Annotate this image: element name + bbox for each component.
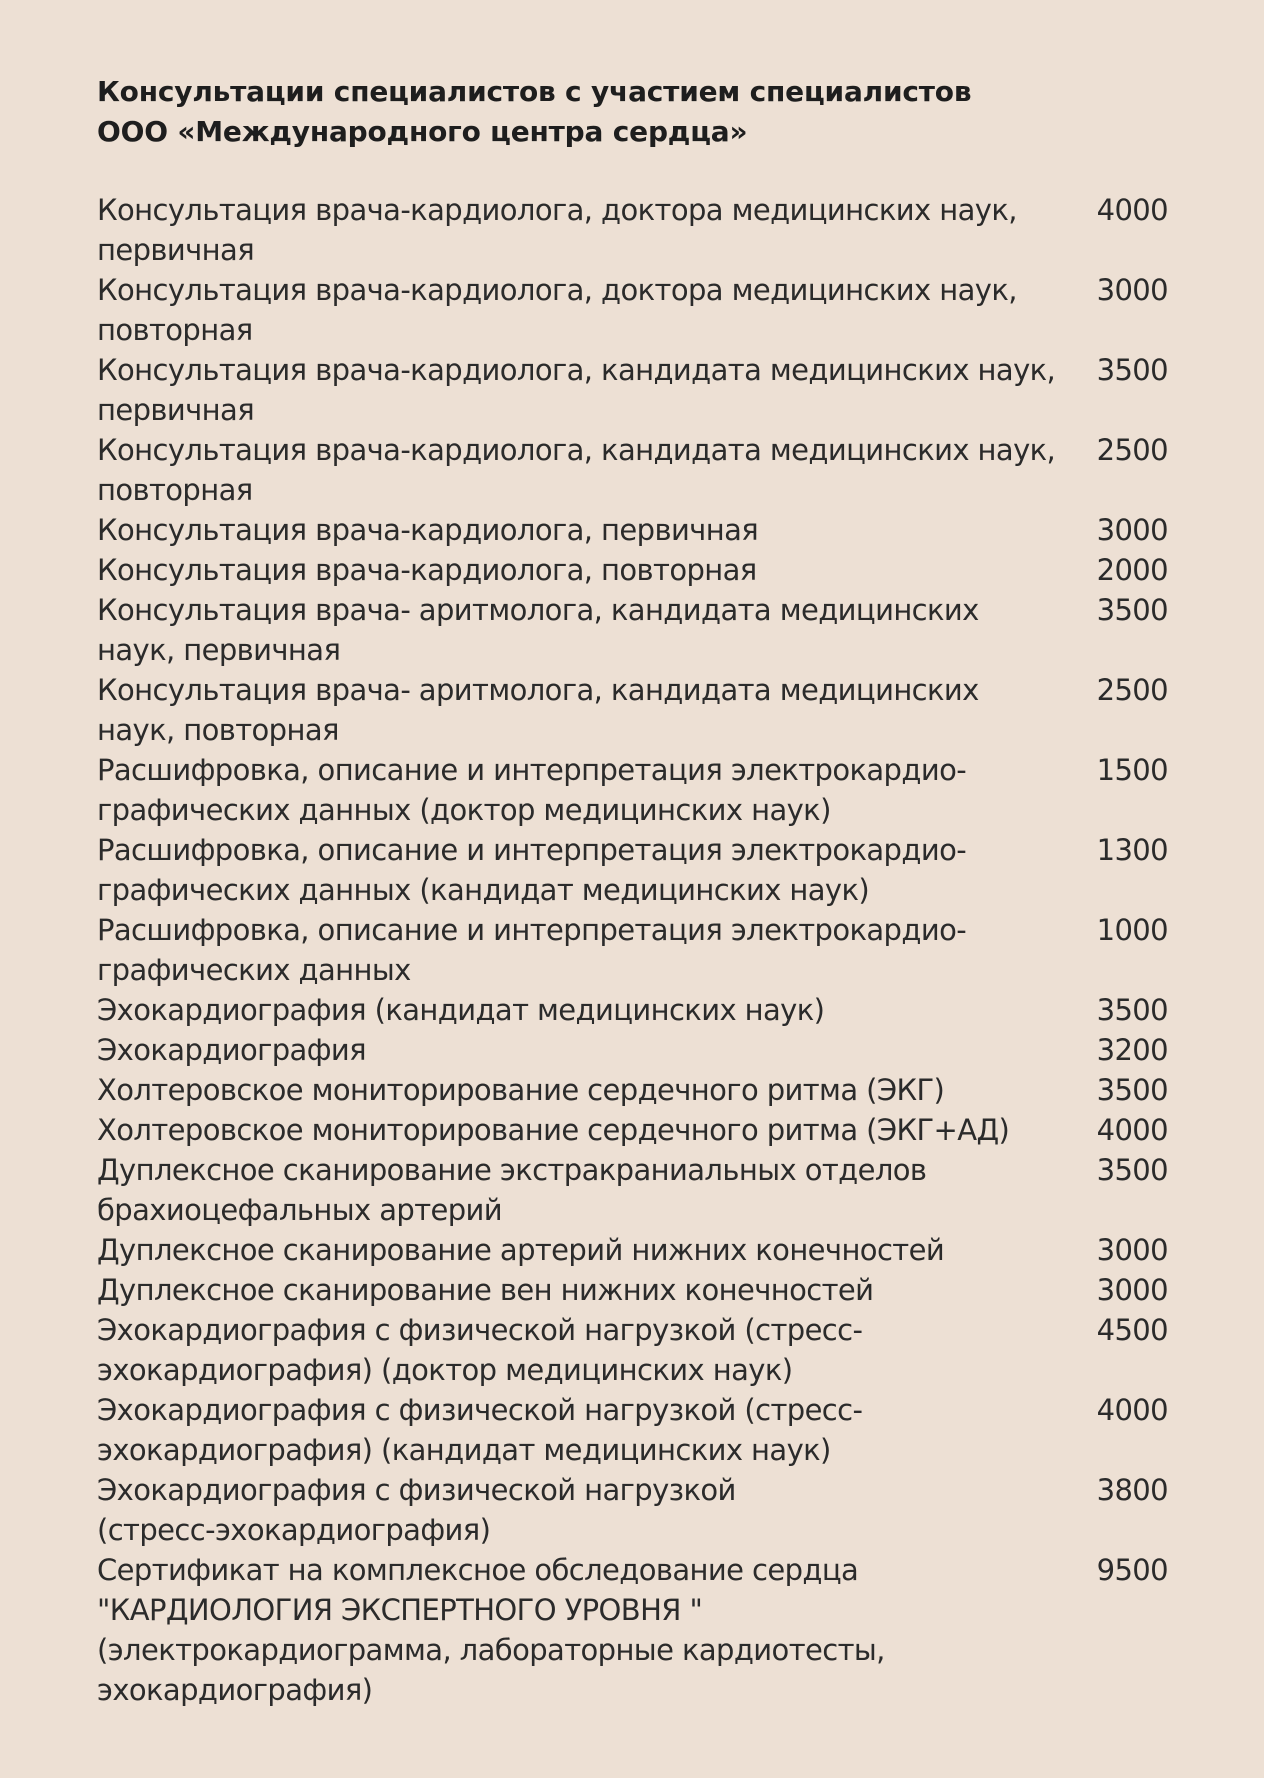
price-row xyxy=(97,1070,1168,1110)
service-name: Эхокардиография с физической нагрузкой (стресс- эхокардиография) (доктор медицинских наук) xyxy=(97,1313,863,1387)
price-row xyxy=(97,590,1168,670)
service-price: 2500 xyxy=(1096,433,1168,467)
service-price: 1300 xyxy=(1096,833,1168,867)
price-row xyxy=(97,190,1168,270)
service-price: 4500 xyxy=(1096,1313,1168,1347)
service-name: Консультация врача-кардиолога, доктора медицинских наук, повторная xyxy=(97,273,1017,347)
service-name: Холтеровское мониторирование сердечного ритма (ЭКГ+АД) xyxy=(97,1113,1010,1147)
service-price: 1000 xyxy=(1096,913,1168,947)
price-row xyxy=(97,830,1168,910)
price-row xyxy=(97,1270,1168,1310)
service-price: 4000 xyxy=(1096,1393,1168,1427)
service-name: Консультация врача-кардиолога, повторная xyxy=(97,553,757,587)
price-row xyxy=(97,510,1168,550)
service-name: Эхокардиография (кандидат медицинских наук) xyxy=(97,993,825,1027)
service-price: 3800 xyxy=(1096,1473,1168,1507)
service-name: Консультация врача-кардиолога, кандидата медицинских наук, первичная xyxy=(97,353,1056,427)
service-name: Консультация врача-кардиолога, первичная xyxy=(97,513,759,547)
service-name: Эхокардиография с физической нагрузкой (стресс- эхокардиография) (кандидат медицинских наук) xyxy=(97,1393,863,1467)
service-name: Эхокардиография xyxy=(97,1033,366,1067)
price-row xyxy=(97,1110,1168,1150)
price-row xyxy=(97,1470,1168,1550)
service-name: Расшифровка, описание и интерпретация электрокардио- графических данных xyxy=(97,913,967,987)
price-row xyxy=(97,1230,1168,1270)
service-price: 3000 xyxy=(1096,273,1168,307)
price-row xyxy=(97,1550,1168,1710)
service-price: 3500 xyxy=(1096,993,1168,1027)
service-price: 3500 xyxy=(1096,353,1168,387)
service-name: Расшифровка, описание и интерпретация электрокардио- графических данных (доктор медицинских наук) xyxy=(97,753,967,827)
service-price: 2000 xyxy=(1096,553,1168,587)
title-line-2: ООО «Международного центра сердца» xyxy=(97,115,748,148)
price-row xyxy=(97,1390,1168,1470)
page-title xyxy=(97,72,1168,152)
service-price: 4000 xyxy=(1096,1113,1168,1147)
price-row xyxy=(97,990,1168,1030)
service-price: 3000 xyxy=(1096,1273,1168,1307)
service-price: 4000 xyxy=(1096,193,1168,227)
service-name: Дуплексное сканирование вен нижних конечностей xyxy=(97,1273,874,1307)
price-row xyxy=(97,350,1168,430)
service-price: 3500 xyxy=(1096,1153,1168,1187)
price-list xyxy=(97,190,1168,1710)
service-name: Консультация врача- аритмолога, кандидата медицинских наук, первичная xyxy=(97,593,979,667)
service-name: Дуплексное сканирование артерий нижних конечностей xyxy=(97,1233,945,1267)
service-price: 1500 xyxy=(1096,753,1168,787)
price-row xyxy=(97,910,1168,990)
price-row xyxy=(97,270,1168,350)
service-name: Консультация врача- аритмолога, кандидата медицинских наук, повторная xyxy=(97,673,979,747)
service-price: 2500 xyxy=(1096,673,1168,707)
title-line-1: Консультации специалистов с участием специалистов xyxy=(97,75,972,108)
price-row xyxy=(97,750,1168,830)
service-name: Расшифровка, описание и интерпретация электрокардио- графических данных (кандидат медицинских наук) xyxy=(97,833,967,907)
service-price: 3000 xyxy=(1096,513,1168,547)
price-row xyxy=(97,1310,1168,1390)
service-price: 3000 xyxy=(1096,1233,1168,1267)
service-name: Консультация врача-кардиолога, доктора медицинских наук, первичная xyxy=(97,193,1017,267)
service-name: Холтеровское мониторирование сердечного ритма (ЭКГ) xyxy=(97,1073,945,1107)
price-row xyxy=(97,550,1168,590)
service-name: Дуплексное сканирование экстракраниальных отделов брахиоцефальных артерий xyxy=(97,1153,927,1227)
service-name: Сертификат на комплексное обследование сердца "КАРДИОЛОГИЯ ЭКСПЕРТНОГО УРОВНЯ " (электрокардиограмма, лабораторные кардиотесты, эхокардиография) xyxy=(97,1553,885,1707)
service-price: 3500 xyxy=(1096,1073,1168,1107)
price-row xyxy=(97,430,1168,510)
service-name: Эхокардиография с физической нагрузкой (стресс-эхокардиография) xyxy=(97,1473,736,1547)
price-row xyxy=(97,670,1168,750)
service-price: 3200 xyxy=(1096,1033,1168,1067)
price-row xyxy=(97,1030,1168,1070)
price-row xyxy=(97,1150,1168,1230)
service-name: Консультация врача-кардиолога, кандидата медицинских наук, повторная xyxy=(97,433,1056,507)
service-price: 3500 xyxy=(1096,593,1168,627)
service-price: 9500 xyxy=(1096,1553,1168,1587)
